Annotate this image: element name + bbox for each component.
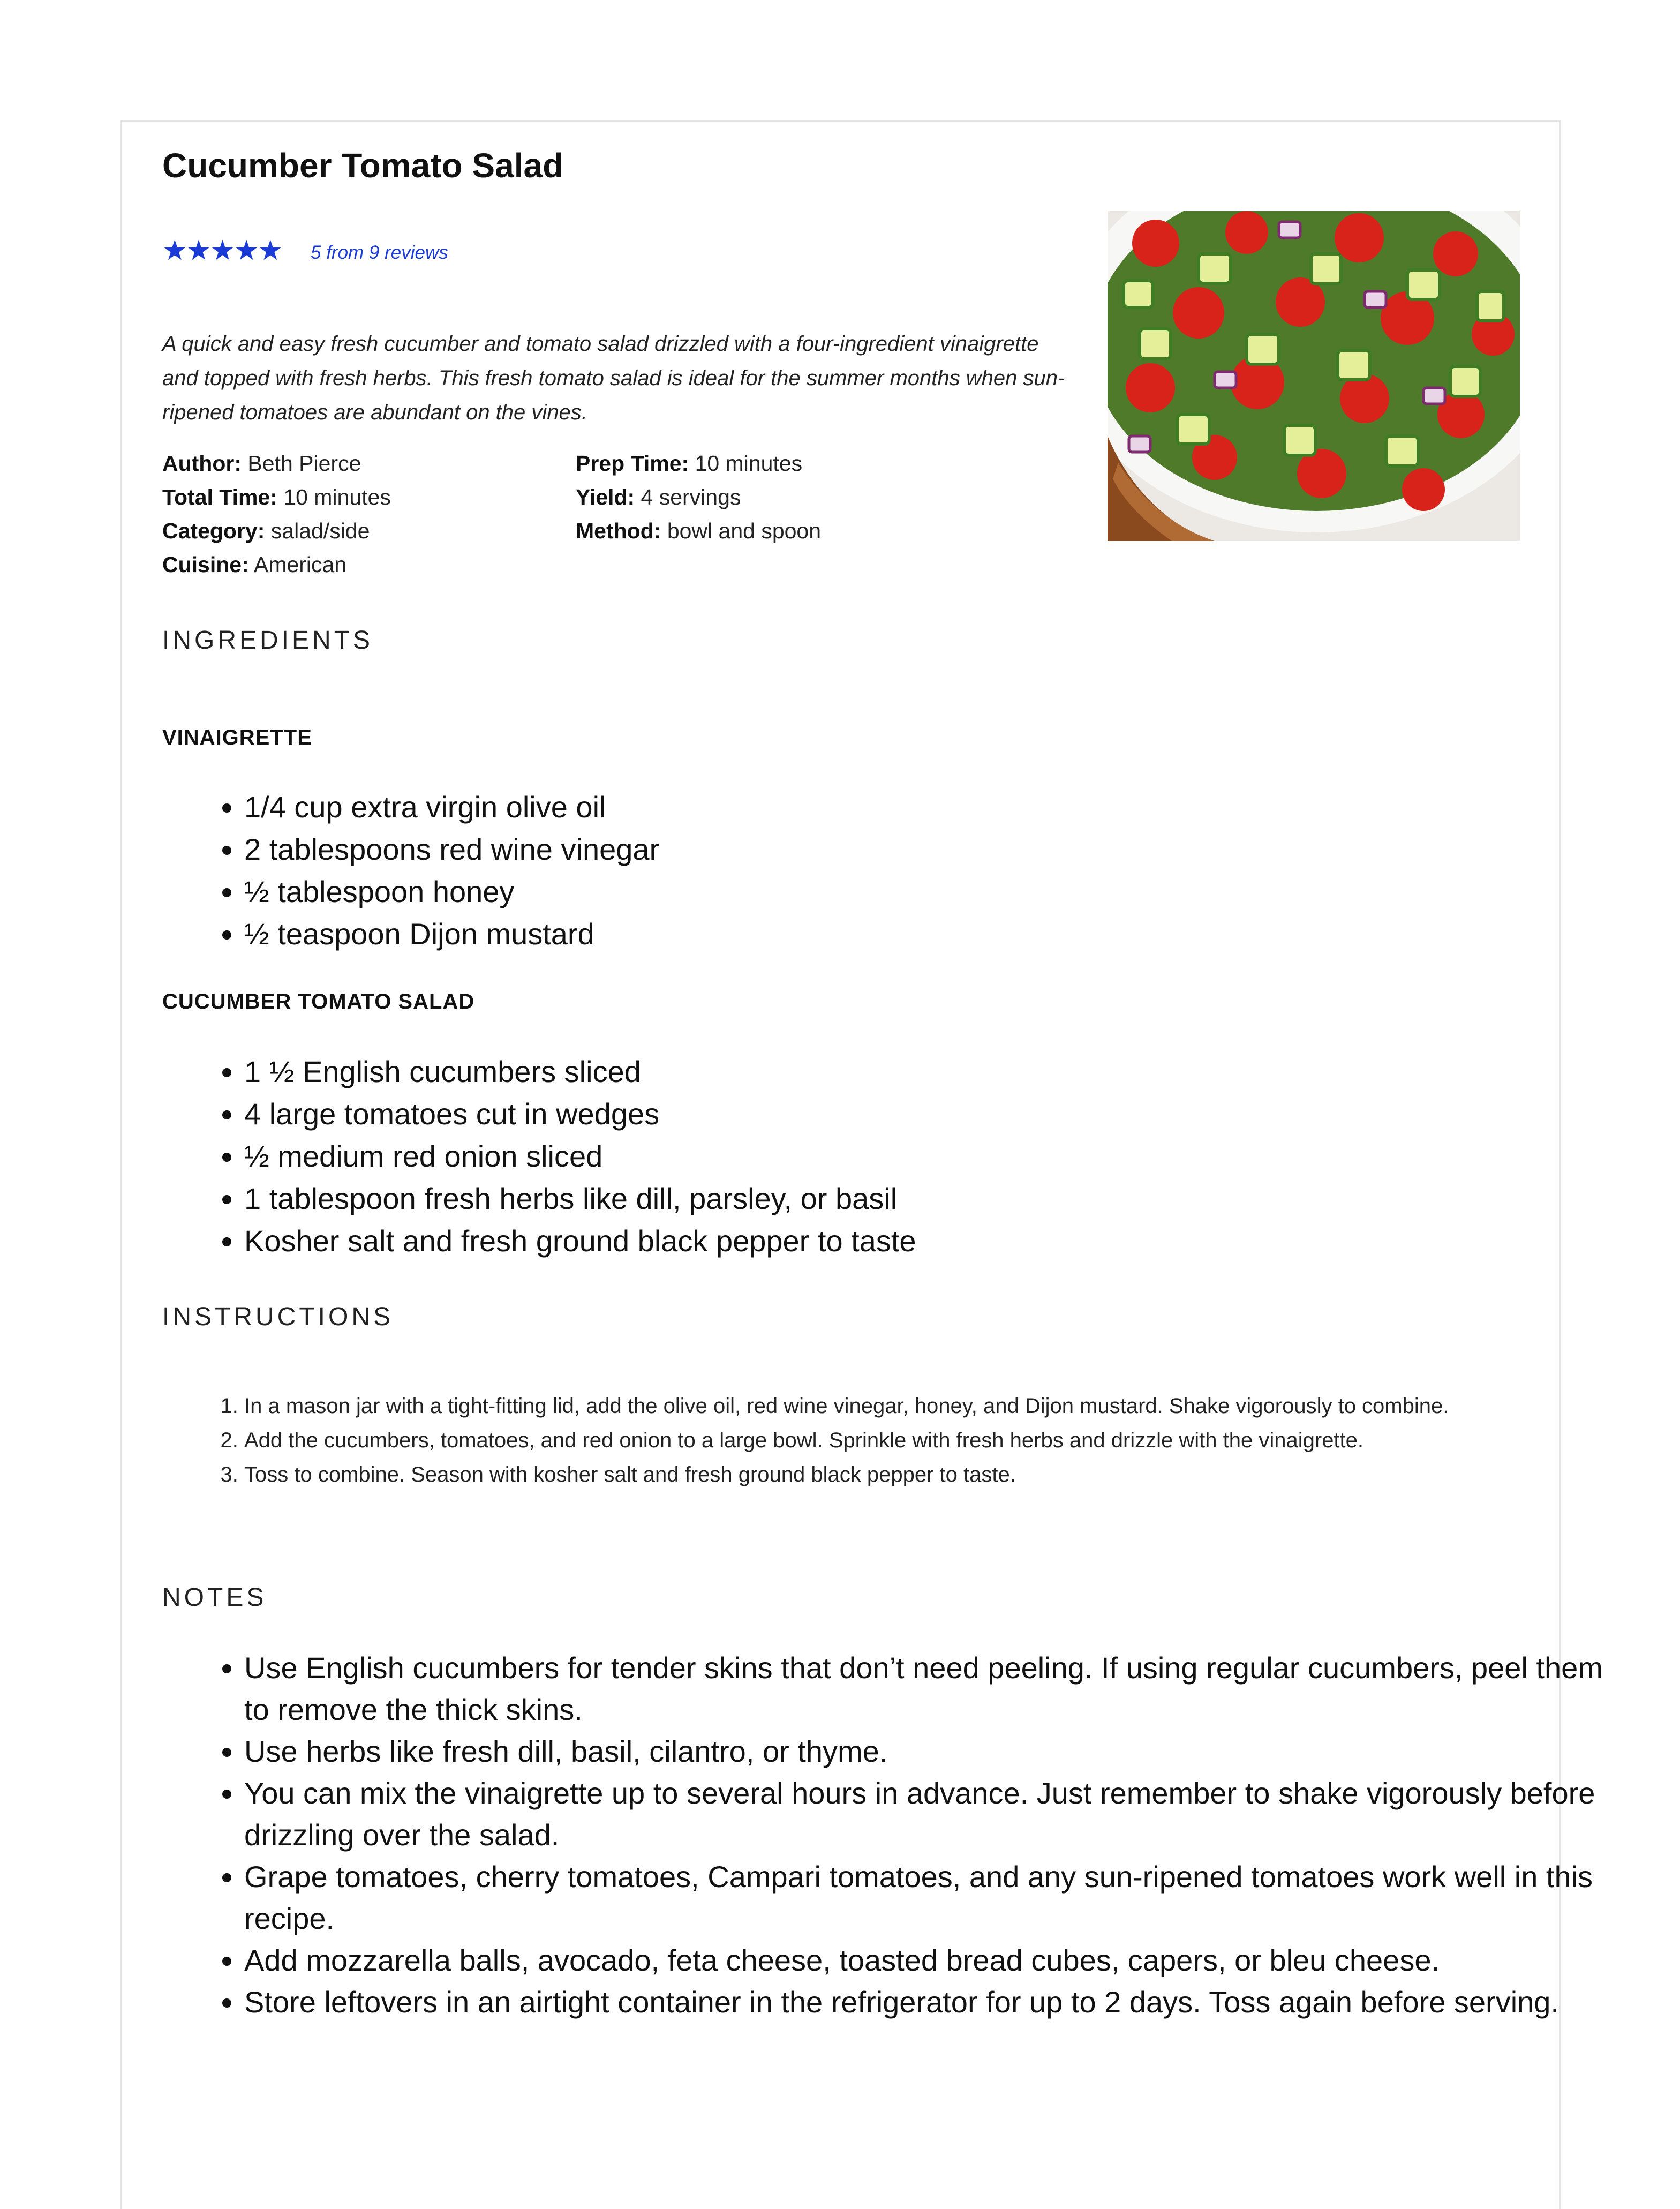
ingredient-item: • 1/4 cup extra virgin olive oil <box>244 786 659 828</box>
meta-value: Beth Pierce <box>247 451 361 476</box>
ingredient-item: • Kosher salt and fresh ground black pepper to taste <box>244 1220 916 1262</box>
ingredient-item: • 1 tablespoon fresh herbs like dill, parsley, or basil <box>244 1177 916 1220</box>
notes-heading: NOTES <box>162 1583 267 1612</box>
meta-value: bowl and spoon <box>667 519 822 543</box>
meta-yield <box>576 485 741 510</box>
meta-category <box>162 519 370 544</box>
salad-list <box>162 1050 916 1262</box>
note-item: • Use herbs like fresh dill, basil, cilantro, or thyme. <box>244 1731 1615 1772</box>
recipe-title: Cucumber Tomato Salad <box>162 146 564 185</box>
note-item: • You can mix the vinaigrette up to several hours in advance. Just remember to shake vigorously before drizzling over the salad. <box>244 1772 1615 1856</box>
instruction-step: 3. Toss to combine. Season with kosher salt and fresh ground black pepper to taste. <box>244 1457 1615 1492</box>
star-rating-icon[interactable]: ★★★★★ <box>162 235 282 266</box>
note-item: • Grape tomatoes, cherry tomatoes, Campari tomatoes, and any sun-ripened tomatoes work well in this recipe. <box>244 1856 1615 1940</box>
notes-list <box>162 1647 1615 2023</box>
ingredient-item: • ½ medium red onion sliced <box>244 1135 916 1177</box>
meta-label: Method: <box>576 519 661 543</box>
meta-label: Author: <box>162 451 242 476</box>
meta-prep-time <box>576 451 802 476</box>
group-heading-salad: CUCUMBER TOMATO SALAD <box>162 990 475 1013</box>
meta-label: Total Time: <box>162 485 277 509</box>
meta-label: Cuisine: <box>162 552 249 577</box>
meta-value: 10 minutes <box>283 485 391 509</box>
note-item: • Use English cucumbers for tender skins that don’t need peeling. If using regular cucumbers, peel them to remove the thick skins. <box>244 1647 1615 1731</box>
meta-cuisine <box>162 552 346 577</box>
meta-value: 4 servings <box>641 485 741 509</box>
ingredient-item: • ½ tablespoon honey <box>244 870 659 913</box>
ingredient-item: • 4 large tomatoes cut in wedges <box>244 1093 916 1135</box>
meta-label: Yield: <box>576 485 635 509</box>
group-heading-vinaigrette: VINAIGRETTE <box>162 726 312 749</box>
vinaigrette-list <box>162 786 659 955</box>
instruction-step: 2. Add the cucumbers, tomatoes, and red onion to a large bowl. Sprinkle with fresh herbs and drizzle with the vinaigrette. <box>244 1423 1615 1457</box>
meta-method <box>576 519 821 544</box>
note-item: • Add mozzarella balls, avocado, feta cheese, toasted bread cubes, capers, or bleu cheese. <box>244 1940 1615 1981</box>
ingredient-item: • 1 ½ English cucumbers sliced <box>244 1050 916 1093</box>
meta-total-time <box>162 485 391 510</box>
ingredients-heading: INGREDIENTS <box>162 626 374 655</box>
note-item: • Store leftovers in an airtight container in the refrigerator for up to 2 days. Toss again before serving. <box>244 1981 1615 2023</box>
meta-author <box>162 451 361 476</box>
instruction-step: 1. In a mason jar with a tight-fitting lid, add the olive oil, red wine vinegar, honey, and Dijon mustard. Shake vigorously to combine. <box>244 1389 1615 1423</box>
rating-link[interactable]: 5 from 9 reviews <box>311 242 448 263</box>
ingredient-item: • ½ teaspoon Dijon mustard <box>244 913 659 955</box>
meta-value: salad/side <box>270 519 370 543</box>
instructions-list <box>162 1389 1615 1492</box>
ingredient-item: • 2 tablespoons red wine vinegar <box>244 828 659 870</box>
recipe-summary: A quick and easy fresh cucumber and tomato salad drizzled with a four-ingredient vinaigrette and topped with fresh herbs. This fresh tomato salad is ideal for the summer months when sun-ripened tomatoes are abundant on the vines. <box>162 332 1065 424</box>
meta-label: Prep Time: <box>576 451 689 476</box>
recipe-photo <box>1108 211 1520 541</box>
meta-label: Category: <box>162 519 265 543</box>
instructions-heading: INSTRUCTIONS <box>162 1303 394 1331</box>
meta-value: American <box>253 552 347 577</box>
meta-value: 10 minutes <box>695 451 803 476</box>
